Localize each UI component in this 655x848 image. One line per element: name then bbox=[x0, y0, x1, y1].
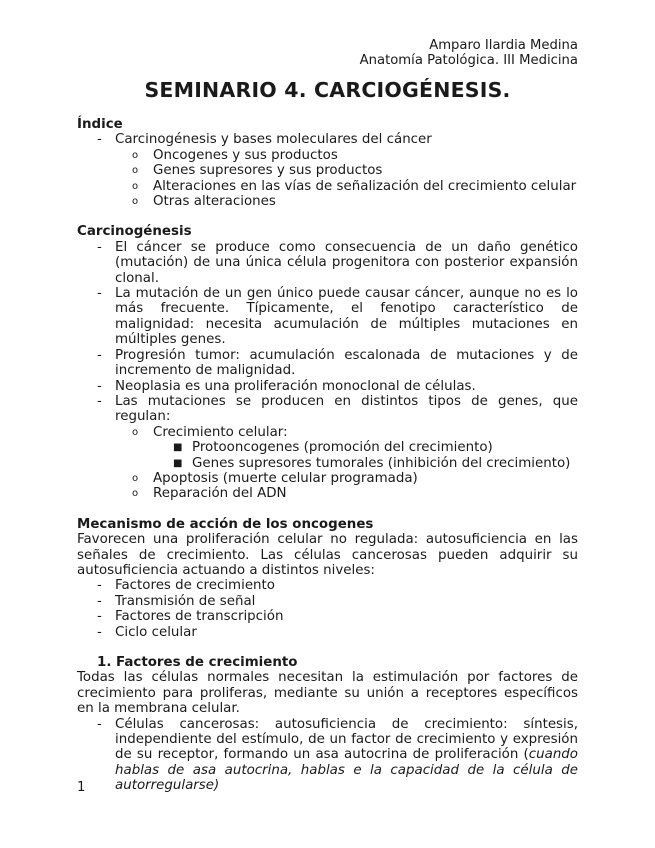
indice-heading: Índice bbox=[77, 117, 123, 132]
niveles-list bbox=[77, 578, 578, 640]
list-item-text: Carcinogénesis y bases moleculares del cáncer bbox=[115, 132, 432, 148]
dash-bullet: - bbox=[97, 286, 102, 302]
list-item bbox=[77, 594, 578, 609]
list-item bbox=[77, 609, 578, 624]
list-item-text: Protooncogenes (promoción del crecimiento) bbox=[192, 440, 493, 456]
list-item bbox=[115, 471, 578, 486]
list-item-text: Genes supresores y sus productos bbox=[153, 163, 383, 179]
document-body bbox=[77, 117, 578, 794]
indice-list bbox=[77, 132, 578, 209]
list-item bbox=[77, 625, 578, 640]
list-item bbox=[153, 456, 578, 471]
list-item bbox=[77, 717, 578, 794]
list-item bbox=[77, 379, 578, 394]
list-item bbox=[115, 486, 578, 501]
list-item bbox=[115, 148, 578, 163]
list-item bbox=[115, 194, 578, 209]
carcinogenesis-list bbox=[77, 240, 578, 502]
dash-bullet: - bbox=[97, 393, 102, 409]
list-item-text: Alteraciones en las vías de señalización del crecimiento celular bbox=[153, 178, 577, 194]
list-item bbox=[77, 578, 578, 593]
list-item-text: Apoptosis (muerte celular programada) bbox=[153, 470, 418, 486]
list-item-text: Ciclo celular bbox=[115, 624, 197, 640]
list-item bbox=[153, 440, 578, 455]
circle-bullet: o bbox=[132, 196, 139, 208]
italic-note: cuando hablas de asa autocrina, hablas e la capacidad de la célula de autorregularse) bbox=[115, 747, 578, 794]
list-item bbox=[77, 394, 578, 502]
list-item-text: Factores de transcripción bbox=[115, 609, 284, 625]
author-name: Amparo Ilardia Medina bbox=[429, 38, 578, 53]
list-item-text: Las mutaciones se producen en distintos tipos de genes, que regulan: bbox=[115, 393, 578, 425]
page-number: 1 bbox=[77, 780, 86, 795]
dash-bullet: - bbox=[97, 624, 102, 640]
factores-list bbox=[77, 717, 578, 794]
indice-sublist bbox=[115, 148, 578, 210]
mecanismo-intro: Favorecen una proliferación celular no regulada: autosuficiencia en las señales de crecimiento. Las células cancerosas pueden adquirir su autosuficiencia actuando a distintos niveles: bbox=[77, 532, 578, 578]
section-number: 1. bbox=[97, 655, 112, 670]
list-item-text: Otras alteraciones bbox=[153, 194, 276, 210]
circle-bullet: o bbox=[132, 165, 139, 177]
square-bullet: ■ bbox=[173, 442, 183, 454]
dash-bullet: - bbox=[97, 593, 102, 609]
factores-intro: Todas las células normales necesitan la estimulación por factores de crecimiento para proliferas, mediante su unión a receptores específicos en la membrana celular. bbox=[77, 670, 578, 717]
circle-bullet: o bbox=[132, 149, 139, 161]
dash-bullet: - bbox=[97, 347, 102, 363]
list-item-text: El cáncer se produce como consecuencia de un daño genético (mutación) de una única célula progenitora con posterior expansión clonal. bbox=[115, 239, 578, 286]
dash-bullet: - bbox=[97, 132, 102, 148]
mecanismo-heading: Mecanismo de acción de los oncogenes bbox=[77, 516, 374, 532]
circle-bullet: o bbox=[132, 472, 139, 484]
dash-bullet: - bbox=[97, 578, 102, 594]
section-title: Factores de crecimiento bbox=[116, 655, 298, 670]
list-item-text: Genes supresores tumorales (inhibición del crecimiento) bbox=[192, 455, 571, 471]
list-item-text: Neoplasia es una proliferación monoclonal de células. bbox=[115, 378, 476, 394]
course-name: Anatomía Patológica. III Medicina bbox=[359, 53, 578, 69]
list-item-text: Factores de crecimiento bbox=[115, 578, 275, 594]
list-item-text: La mutación de un gen único puede causar cáncer, aunque no es lo más frecuente. Típicamente, el fenotipo característico de malignidad: necesita acumulación de múltiples mutaciones en múltiples genes. bbox=[115, 286, 578, 348]
list-item-text: Reparación del ADN bbox=[153, 486, 287, 502]
list-item-text: Transmisión de señal bbox=[115, 593, 256, 609]
dash-bullet: - bbox=[97, 239, 102, 255]
regulan-sublist bbox=[115, 425, 578, 502]
list-item bbox=[77, 286, 578, 348]
list-item bbox=[115, 163, 578, 178]
dash-bullet: - bbox=[97, 378, 102, 394]
list-item-text: Crecimiento celular: bbox=[153, 424, 288, 440]
dash-bullet: - bbox=[97, 609, 102, 625]
list-item-text: Oncogenes y sus productos bbox=[153, 147, 338, 163]
list-item bbox=[77, 240, 578, 286]
page-header bbox=[360, 38, 578, 69]
factores-heading bbox=[77, 655, 578, 670]
dash-bullet: - bbox=[97, 716, 102, 732]
circle-bullet: o bbox=[132, 180, 139, 192]
circle-bullet: o bbox=[132, 426, 139, 438]
circle-bullet: o bbox=[132, 488, 139, 500]
carcinogenesis-heading: Carcinogénesis bbox=[77, 224, 192, 240]
list-item bbox=[77, 132, 578, 209]
list-item bbox=[115, 425, 578, 471]
list-item bbox=[77, 348, 578, 379]
list-item-text: Progresión tumor: acumulación escalonada de mutaciones y de incremento de malignidad. bbox=[115, 347, 578, 379]
list-item bbox=[115, 179, 578, 194]
page-title: SEMINARIO 4. CARCIOGÉNESIS. bbox=[144, 78, 511, 102]
list-item-text: Células cancerosas: autosuficiencia de crecimiento: síntesis, independiente del estímulo, de un factor de crecimiento y expresión de su receptor, formando un asa autocrina de proliferación ( bbox=[115, 716, 578, 763]
crecimiento-sublist bbox=[153, 440, 578, 471]
square-bullet: ■ bbox=[173, 457, 183, 469]
